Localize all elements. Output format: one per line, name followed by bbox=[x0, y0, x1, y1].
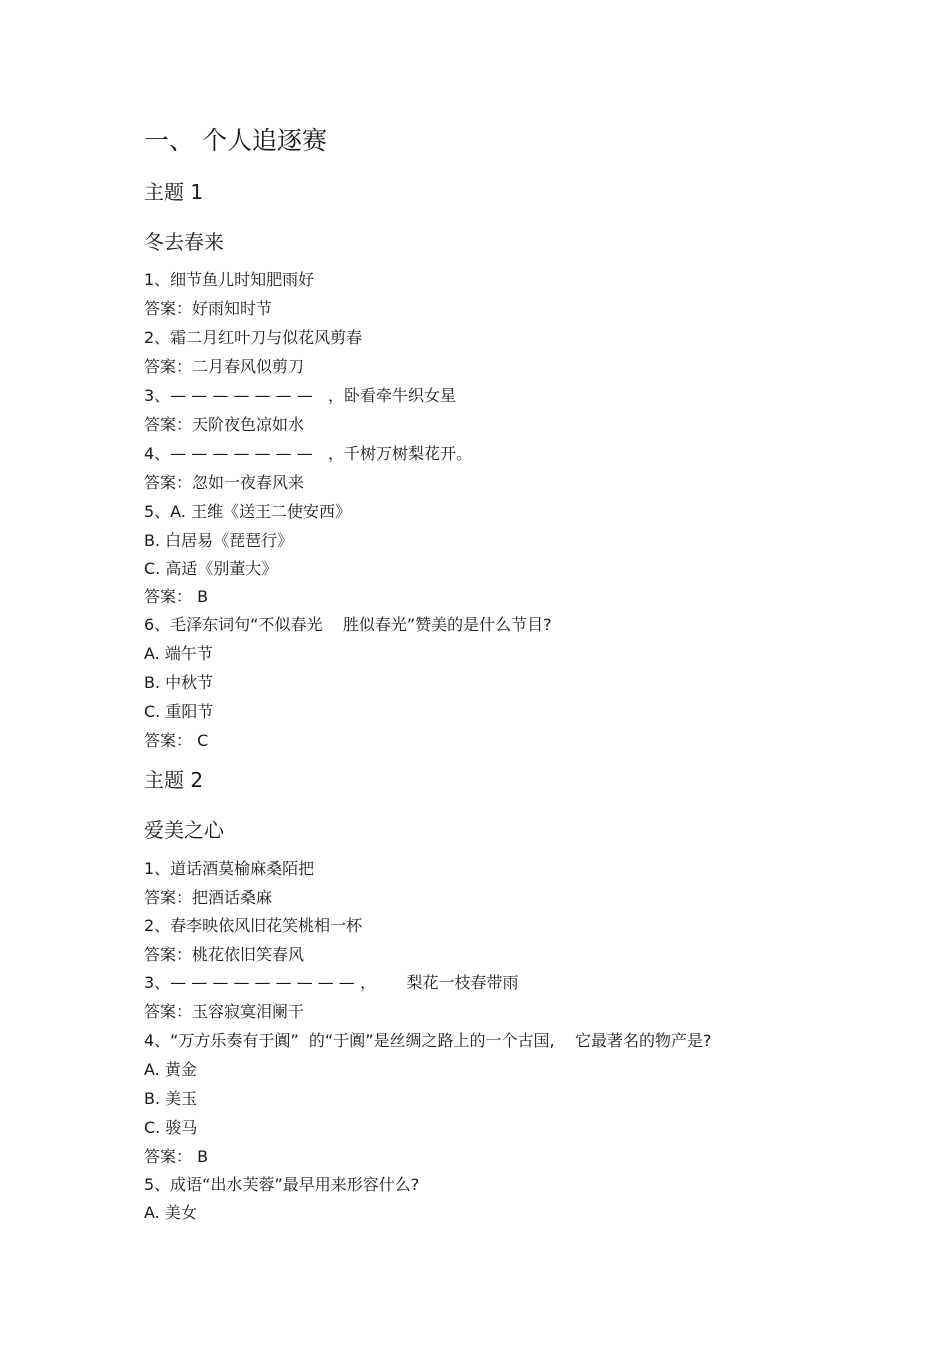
topic-1-line: 3、— — — — — — — ，卧看牵牛织女星 bbox=[144, 386, 456, 405]
topic-2-line: B. 美玉 bbox=[144, 1089, 198, 1108]
topic-1-line: 5、A. 王维《送王二使安西》 bbox=[144, 502, 352, 521]
topic-1-line: 6、毛泽东词句“不似春光 胜似春光”赞美的是什么节目? bbox=[144, 615, 552, 634]
topic-2-line: 5、成语“出水芙蓉”最早用来形容什么? bbox=[144, 1175, 420, 1194]
topic-1-line: 答案：二月春风似剪刀 bbox=[144, 357, 305, 376]
topic-1-heading: 主题 1 bbox=[144, 180, 204, 204]
topic-1-line: 答案： C bbox=[144, 731, 209, 750]
page-title: 一、 个人追逐赛 bbox=[144, 126, 327, 155]
topic-2-line: 3、— — — — — — — — — ， 梨花一枝春带雨 bbox=[144, 973, 519, 992]
topic-2-line: A. 黄金 bbox=[144, 1060, 197, 1079]
topic-2-subtitle: 爱美之心 bbox=[144, 818, 224, 842]
topic-1-line: C. 高适《别董大》 bbox=[144, 559, 278, 578]
topic-1-line: 答案：好雨知时节 bbox=[144, 299, 273, 318]
topic-1-line: 答案： B bbox=[144, 587, 209, 606]
topic-2-heading: 主题 2 bbox=[144, 768, 204, 792]
topic-1-line: B. 白居易《琵琶行》 bbox=[144, 531, 294, 550]
topic-1-subtitle: 冬去春来 bbox=[144, 230, 224, 254]
topic-1-line: 2、霜二月红叶刀与似花风剪春 bbox=[144, 328, 363, 347]
topic-2-line: 答案：把酒话桑麻 bbox=[144, 888, 273, 907]
topic-1-line: B. 中秋节 bbox=[144, 673, 214, 692]
topic-2-line: 1、道话酒莫榆麻桑陌把 bbox=[144, 859, 315, 878]
topic-1-line: C. 重阳节 bbox=[144, 702, 214, 721]
topic-2-line: 答案：玉容寂寞泪阑干 bbox=[144, 1002, 305, 1021]
topic-2-line: 2、春李映依风旧花笑桃相一杯 bbox=[144, 916, 363, 935]
topic-2-line: C. 骏马 bbox=[144, 1118, 198, 1137]
topic-1-line: 答案：忽如一夜春风来 bbox=[144, 473, 305, 492]
topic-1-line: 1、细节鱼儿时知肥雨好 bbox=[144, 270, 315, 289]
topic-2-line: 答案：桃花依旧笑春风 bbox=[144, 945, 305, 964]
topic-1-line: A. 端午节 bbox=[144, 644, 213, 663]
topic-1-line: 答案：天阶夜色凉如水 bbox=[144, 415, 305, 434]
topic-2-line: A. 美女 bbox=[144, 1203, 197, 1222]
topic-2-line: 答案： B bbox=[144, 1147, 209, 1166]
topic-1-line: 4、— — — — — — — ，千树万树梨花开。 bbox=[144, 444, 472, 463]
topic-2-line: 4、“万方乐奏有于阗” 的“于阗”是丝绸之路上的一个古国, 它最著名的物产是? bbox=[144, 1031, 712, 1050]
